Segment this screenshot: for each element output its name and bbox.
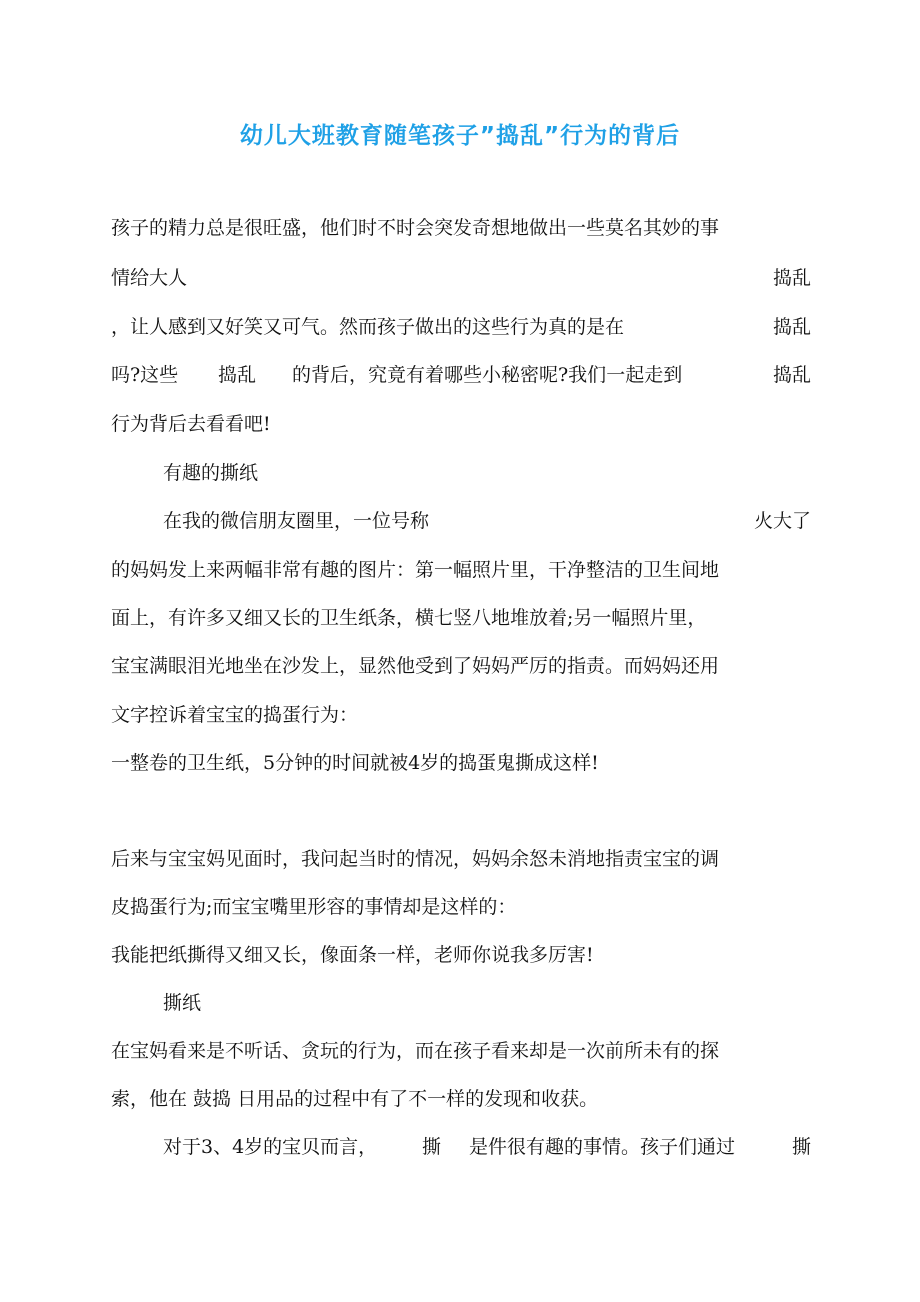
text-line [163, 507, 811, 535]
quote-line: 一整卷的卫生纸，5分钟的时间就被4岁的捣蛋鬼撕成这样! [111, 752, 599, 774]
section-heading: 撕纸 [163, 992, 202, 1014]
text-line [111, 264, 811, 292]
text-segment: 情给大人 [111, 267, 188, 289]
text-line: 皮捣蛋行为;而宝宝嘴里形容的事情却是这样的： [111, 896, 517, 918]
text-line: 文字控诉着宝宝的捣蛋行为： [111, 704, 359, 726]
text-line: 在宝妈看来是不听话、贪玩的行为，而在孩子看来却是一次前所未有的探 [111, 1040, 720, 1062]
text-line: 后来与宝宝妈见面时，我问起当时的情况，妈妈余怒未消地指责宝宝的调 [111, 848, 720, 870]
text-line [163, 1133, 811, 1161]
document-title: 幼儿大班教育随笔孩子”捣乱”行为的背后 [239, 123, 681, 149]
section-heading: 有趣的撕纸 [163, 462, 259, 484]
text-segment: ，让人感到又好笑又可气。然而孩子做出的这些行为真的是在 [111, 316, 625, 338]
text-segment: 在我的微信朋友圈里，一位号称 [163, 510, 430, 532]
text-segment: 是件很有趣的事情。孩子们通过 [469, 1136, 736, 1158]
text-segment: 撕 [791, 1136, 811, 1158]
text-line [111, 313, 811, 341]
text-segment: 吗?这些 [111, 364, 179, 386]
quote-line: 我能把纸撕得又细又长，像面条一样，老师你说我多厉害! [111, 944, 594, 966]
text-line: 孩子的精力总是很旺盛，他们时不时会突发奇想地做出一些莫名其妙的事 [111, 217, 720, 239]
text-segment: 火大了 [753, 510, 811, 532]
text-line: 面上，有许多又细又长的卫生纸条，横七竖八地堆放着;另一幅照片里， [111, 607, 707, 629]
text-segment: 捣乱 [772, 364, 811, 386]
text-line: 宝宝满眼泪光地坐在沙发上，显然他受到了妈妈严厉的指责。而妈妈还用 [111, 655, 720, 677]
text-line: 的妈妈发上来两幅非常有趣的图片：第一幅照片里，干净整洁的卫生间地 [111, 559, 720, 581]
text-segment: 捣乱 [772, 316, 811, 338]
text-line [111, 361, 811, 389]
text-line: 行为背后去看看吧! [111, 413, 271, 435]
text-segment: 的背后，究竟有着哪些小秘密呢?我们一起走到 [292, 364, 683, 386]
text-segment: 捣乱 [772, 267, 811, 289]
text-segment: 对于3、4岁的宝贝而言， [163, 1136, 378, 1158]
text-segment: 捣乱 [218, 364, 257, 386]
text-line: 索，他在 鼓捣 日用品的过程中有了不一样的发现和收获。 [111, 1088, 599, 1110]
text-segment: 撕 [422, 1136, 442, 1158]
